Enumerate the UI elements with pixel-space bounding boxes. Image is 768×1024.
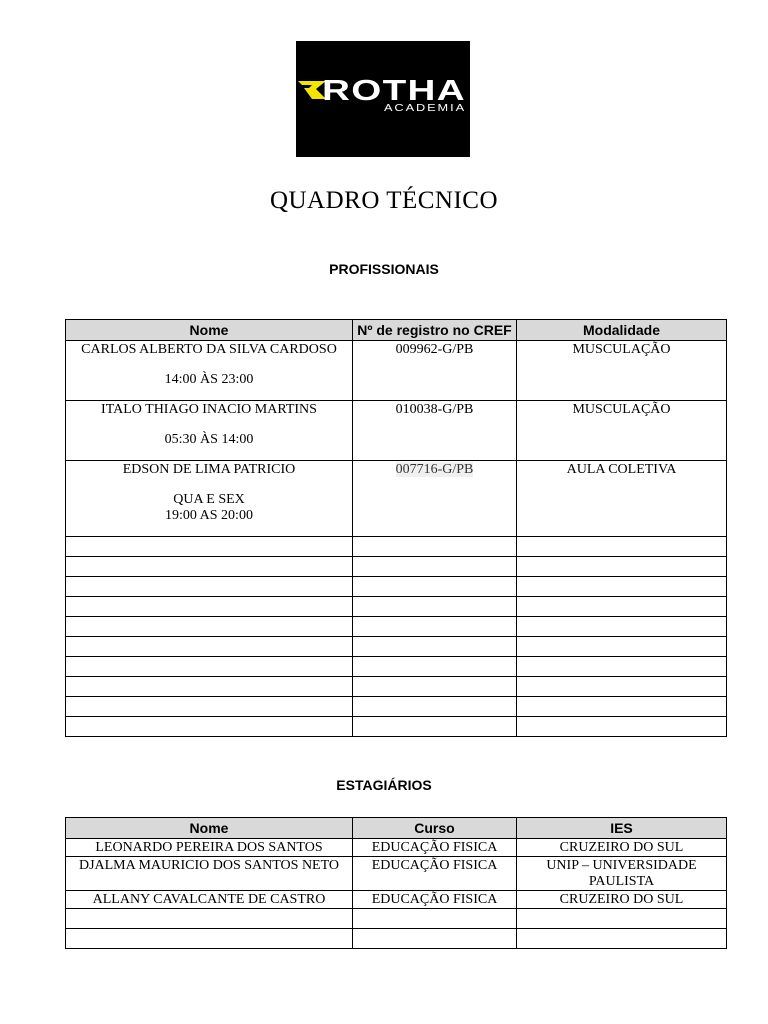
empty-row (66, 617, 727, 637)
curso-cell: EDUCAÇÃO FISICA (353, 891, 517, 909)
table-header-row (66, 320, 727, 341)
column-header-cref: Nº de registro no CREF (353, 320, 517, 341)
intern-name-cell: ALLANY CAVALCANTE DE CASTRO (66, 891, 353, 909)
intern-name-cell: DJALMA MAURICIO DOS SANTOS NETO (66, 857, 353, 891)
table-row (66, 839, 727, 857)
table-row (66, 891, 727, 909)
academy-logo (296, 41, 470, 157)
professional-schedule: 14:00 ÀS 23:00 (164, 372, 254, 387)
empty-row (66, 537, 727, 557)
intern-name-cell: LEONARDO PEREIRA DOS SANTOS (66, 839, 353, 857)
professional-name: EDSON DE LIMA PATRICIO (122, 462, 296, 477)
column-header-ies: IES (517, 818, 727, 839)
professional-name-cell (66, 461, 353, 537)
curso-cell: EDUCAÇÃO FISICA (353, 857, 517, 891)
column-header-nome: Nome (66, 320, 353, 341)
table-header-row (66, 818, 727, 839)
professional-schedule: 19:00 AS 20:00 (165, 508, 253, 523)
section-heading-profissionais: PROFISSIONAIS (329, 261, 439, 277)
empty-row (66, 697, 727, 717)
estagiarios-table (65, 817, 727, 949)
column-header-modalidade: Modalidade (517, 320, 727, 341)
professional-name-cell (66, 341, 353, 401)
column-header-nome: Nome (66, 818, 353, 839)
cref-cell: 009962-G/PB (353, 341, 517, 401)
empty-row (66, 557, 727, 577)
empty-row (66, 597, 727, 617)
logo-text: ROTHA (322, 75, 466, 107)
curso-cell: EDUCAÇÃO FISICA (353, 839, 517, 857)
table-row (66, 401, 727, 461)
professional-schedule-days: QUA E SEX (173, 492, 245, 507)
cref-value-highlighted: 007716-G/PB (395, 462, 474, 477)
cref-cell (353, 461, 517, 537)
empty-row (66, 909, 727, 929)
table-row (66, 341, 727, 401)
empty-row (66, 657, 727, 677)
ies-cell: UNIP – UNIVERSIDADE PAULISTA (517, 857, 727, 891)
cref-cell: 010038-G/PB (353, 401, 517, 461)
table-row (66, 461, 727, 537)
empty-row (66, 717, 727, 737)
professional-name: ITALO THIAGO INACIO MARTINS (101, 402, 317, 417)
modalidade-cell: MUSCULAÇÃO (517, 341, 727, 401)
page-title: QUADRO TÉCNICO (269, 187, 499, 214)
modalidade-cell: MUSCULAÇÃO (517, 401, 727, 461)
logo-subtext: ACADEMIA (384, 103, 466, 114)
empty-row (66, 637, 727, 657)
professional-name-cell (66, 401, 353, 461)
column-header-curso: Curso (353, 818, 517, 839)
empty-row (66, 577, 727, 597)
table-row (66, 857, 727, 891)
profissionais-table (65, 319, 727, 737)
section-heading-estagiarios: ESTAGIÁRIOS (336, 777, 432, 793)
ies-cell: CRUZEIRO DO SUL (517, 891, 727, 909)
ies-cell: CRUZEIRO DO SUL (517, 839, 727, 857)
rotha-logo-icon (296, 41, 470, 157)
professional-name: CARLOS ALBERTO DA SILVA CARDOSO (81, 342, 337, 357)
modalidade-cell: AULA COLETIVA (517, 461, 727, 537)
empty-row (66, 929, 727, 949)
empty-row (66, 677, 727, 697)
professional-schedule: 05:30 ÀS 14:00 (164, 432, 254, 447)
